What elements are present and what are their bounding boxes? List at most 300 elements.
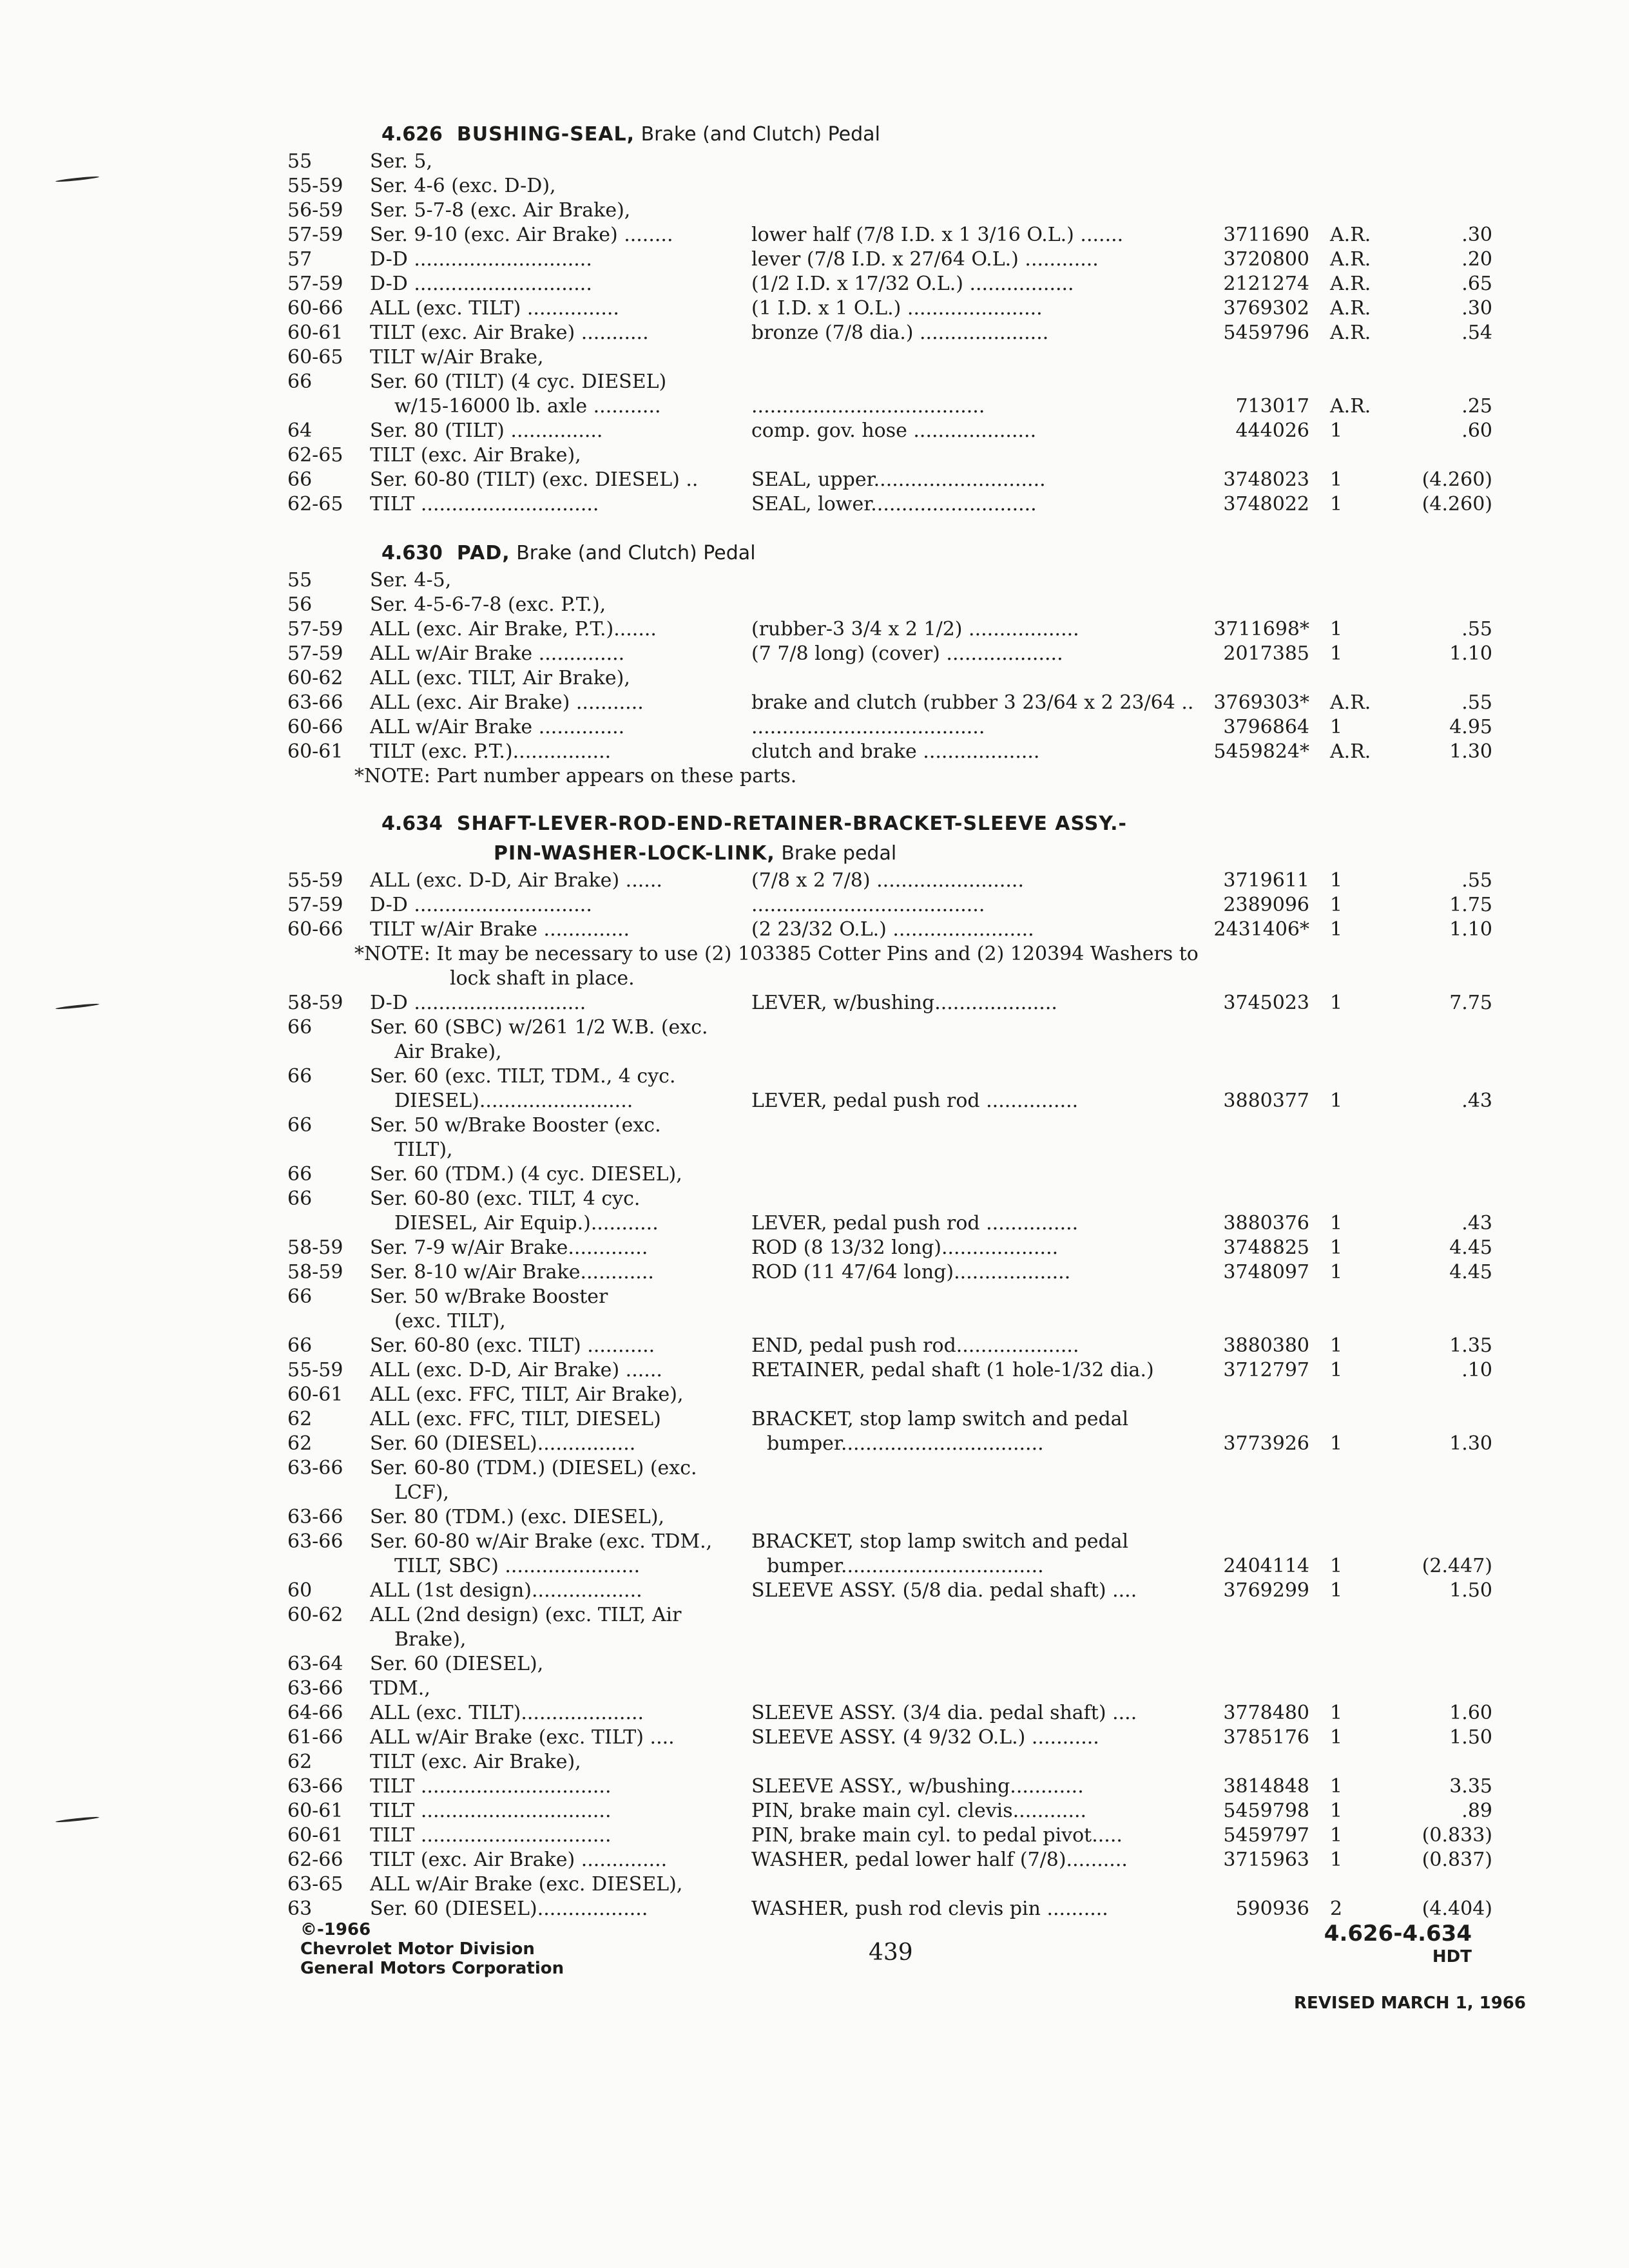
part-description: (2 23/32 O.L.) ....................... bbox=[751, 918, 1034, 941]
application: Ser. 60 (TILT) (4 cyc. DIESEL) bbox=[370, 370, 667, 393]
part-description: LEVER, w/bushing.................... bbox=[751, 992, 1057, 1014]
part-number: 3880377 bbox=[1223, 1090, 1309, 1112]
part-description: (7 7/8 long) (cover) ................... bbox=[751, 642, 1063, 665]
price: 4.45 bbox=[1449, 1261, 1492, 1283]
part-number: 3748022 bbox=[1223, 493, 1309, 515]
quantity: A.R. bbox=[1330, 740, 1371, 763]
application: ALL w/Air Brake (exc. TILT) .... bbox=[370, 1726, 675, 1749]
application: Ser. 60-80 (TILT) (exc. DIESEL) .. bbox=[370, 468, 699, 491]
quantity: 1 bbox=[1330, 1800, 1343, 1822]
model-years: 55 bbox=[287, 150, 313, 173]
model-years: 60-61 bbox=[287, 1383, 343, 1406]
table-row bbox=[287, 1358, 1512, 1383]
quantity: 1 bbox=[1330, 1359, 1343, 1381]
part-number: 5459824* bbox=[1213, 740, 1309, 763]
model-years: 62-66 bbox=[287, 1849, 343, 1871]
table-row bbox=[287, 370, 1512, 394]
section-number: 4.634 bbox=[381, 812, 443, 835]
price: .43 bbox=[1461, 1090, 1492, 1112]
part-description: SLEEVE ASSY. (4 9/32 O.L.) ........... bbox=[751, 1726, 1099, 1749]
table-row bbox=[287, 1897, 1512, 1921]
model-years: 60-66 bbox=[287, 918, 343, 941]
footnote: *NOTE: It may be necessary to use (2) 103385 Cotter Pins and (2) 120394 Washers to bbox=[354, 943, 1199, 965]
price: 4.45 bbox=[1449, 1236, 1492, 1259]
quantity: 1 bbox=[1330, 1702, 1343, 1724]
section-4-630 bbox=[287, 539, 1512, 789]
application: ALL (exc. D-D, Air Brake) ...... bbox=[370, 1359, 662, 1381]
application: Brake), bbox=[394, 1628, 467, 1651]
copyright-block bbox=[300, 1920, 564, 1978]
part-number: 3785176 bbox=[1223, 1726, 1309, 1749]
model-years: 60-61 bbox=[287, 740, 343, 763]
section-heading-continued bbox=[494, 839, 1512, 869]
price: 7.75 bbox=[1449, 992, 1492, 1014]
section-heading bbox=[381, 120, 1512, 149]
application: Ser. 7-9 w/Air Brake............. bbox=[370, 1236, 648, 1259]
quantity: 1 bbox=[1330, 1212, 1343, 1235]
table-row bbox=[287, 1015, 1512, 1040]
model-years: 66 bbox=[287, 1163, 313, 1186]
price: (4.404) bbox=[1422, 1898, 1492, 1920]
price: .20 bbox=[1461, 248, 1492, 271]
part-description: bumper................................. bbox=[767, 1432, 1044, 1455]
section-subtitle: Brake (and Clutch) Pedal bbox=[641, 123, 880, 146]
application: Ser. 4-5, bbox=[370, 569, 452, 591]
application: D-D ............................ bbox=[370, 992, 586, 1014]
price: .55 bbox=[1461, 869, 1492, 892]
section-number: 4.630 bbox=[381, 542, 443, 564]
application: DIESEL, Air Equip.)........... bbox=[394, 1212, 659, 1235]
part-description: SEAL, upper............................ bbox=[751, 468, 1046, 491]
table-row bbox=[287, 691, 1512, 715]
table-row bbox=[287, 1113, 1512, 1138]
application: TILT w/Air Brake .............. bbox=[370, 918, 630, 941]
section-title: PAD, bbox=[456, 542, 510, 564]
parts-table bbox=[287, 568, 1512, 764]
section-title-line2: PIN-WASHER-LOCK-LINK, bbox=[494, 842, 775, 865]
application: Ser. 60 (exc. TILT, TDM., 4 cyc. bbox=[370, 1065, 676, 1088]
part-number: 3748023 bbox=[1223, 468, 1309, 491]
model-years: 61-66 bbox=[287, 1726, 343, 1749]
application: Ser. 60-80 (TDM.) (DIESEL) (exc. bbox=[370, 1457, 697, 1479]
corporation-name: General Motors Corporation bbox=[300, 1959, 564, 1978]
quantity: 1 bbox=[1330, 493, 1343, 515]
model-years: 58-59 bbox=[287, 1236, 343, 1259]
part-number: 5459797 bbox=[1223, 1824, 1309, 1847]
application: TILT (exc. Air Brake), bbox=[370, 444, 581, 466]
quantity: 1 bbox=[1330, 716, 1343, 738]
application: Ser. 80 (TDM.) (exc. DIESEL), bbox=[370, 1506, 665, 1528]
table-row bbox=[287, 443, 1512, 468]
application: ALL w/Air Brake .............. bbox=[370, 716, 625, 738]
part-description: SEAL, lower........................... bbox=[751, 493, 1037, 515]
table-row bbox=[287, 1260, 1512, 1285]
application: Ser. 50 w/Brake Booster (exc. bbox=[370, 1114, 661, 1137]
table-row bbox=[287, 1848, 1512, 1872]
model-years: 57 bbox=[287, 248, 313, 271]
price: 1.10 bbox=[1449, 918, 1492, 941]
application: LCF), bbox=[394, 1481, 449, 1504]
table-row bbox=[287, 1064, 1512, 1089]
part-number: 3814848 bbox=[1223, 1775, 1309, 1798]
part-description: SLEEVE ASSY., w/bushing............ bbox=[751, 1775, 1084, 1798]
application: Ser. 9-10 (exc. Air Brake) ........ bbox=[370, 224, 673, 246]
footnote: *NOTE: Part number appears on these parts. bbox=[354, 765, 797, 787]
model-years: 64 bbox=[287, 419, 313, 442]
copyright: ©-1966 bbox=[300, 1920, 371, 1939]
model-years: 57-59 bbox=[287, 642, 343, 665]
quantity: 2 bbox=[1330, 1898, 1343, 1920]
table-row bbox=[287, 1823, 1512, 1848]
part-description: SLEEVE ASSY. (5/8 dia. pedal shaft) .... bbox=[751, 1579, 1137, 1602]
model-years: 57-59 bbox=[287, 224, 343, 246]
quantity: 1 bbox=[1330, 642, 1343, 665]
table-row bbox=[287, 198, 1512, 223]
section-4-634 bbox=[287, 809, 1512, 1921]
model-years: 66 bbox=[287, 1187, 313, 1210]
application: TILT ............................. bbox=[370, 493, 599, 515]
application: Ser. 4-6 (exc. D-D), bbox=[370, 175, 556, 197]
model-years: 60-61 bbox=[287, 1800, 343, 1822]
table-row bbox=[287, 1407, 1512, 1432]
model-years: 63-66 bbox=[287, 1677, 343, 1700]
application: DIESEL)......................... bbox=[394, 1090, 633, 1112]
part-description: SLEEVE ASSY. (3/4 dia. pedal shaft) .... bbox=[751, 1702, 1137, 1724]
model-years: 60-66 bbox=[287, 297, 343, 320]
table-row bbox=[287, 1799, 1512, 1823]
application: D-D ............................. bbox=[370, 894, 592, 916]
application: Ser. 5-7-8 (exc. Air Brake), bbox=[370, 199, 631, 222]
price: 1.50 bbox=[1449, 1726, 1492, 1749]
table-row bbox=[287, 1530, 1512, 1554]
part-description: WASHER, pedal lower half (7/8).......... bbox=[751, 1849, 1128, 1871]
model-years: 60-61 bbox=[287, 322, 343, 344]
part-number: 3880380 bbox=[1223, 1334, 1309, 1357]
application: Ser. 5, bbox=[370, 150, 433, 173]
part-number: 3719611 bbox=[1223, 869, 1309, 892]
margin-mark bbox=[55, 1816, 99, 1823]
quantity: 1 bbox=[1330, 1579, 1343, 1602]
table-row bbox=[287, 247, 1512, 272]
part-description: (rubber-3 3/4 x 2 1/2) .................. bbox=[751, 618, 1079, 640]
part-description: brake and clutch (rubber 3 23/64 x 2 23/64 .. bbox=[751, 691, 1194, 714]
model-years: 66 bbox=[287, 1065, 313, 1088]
model-years: 57-59 bbox=[287, 273, 343, 295]
price: .30 bbox=[1461, 297, 1492, 320]
table-row bbox=[287, 1628, 1512, 1652]
table-row bbox=[287, 1603, 1512, 1628]
price: 1.50 bbox=[1449, 1579, 1492, 1602]
table-row bbox=[287, 1309, 1512, 1334]
model-years: 55-59 bbox=[287, 1359, 343, 1381]
table-row bbox=[287, 1481, 1512, 1505]
model-years: 56 bbox=[287, 593, 313, 616]
model-years: 66 bbox=[287, 468, 313, 491]
quantity: 1 bbox=[1330, 1824, 1343, 1847]
part-description: WASHER, push rod clevis pin .......... bbox=[751, 1898, 1108, 1920]
parts-table bbox=[287, 149, 1512, 517]
part-description: clutch and brake ................... bbox=[751, 740, 1040, 763]
table-row bbox=[287, 642, 1512, 666]
model-years: 63-65 bbox=[287, 1873, 343, 1896]
price: (4.260) bbox=[1422, 468, 1492, 491]
model-years: 63-66 bbox=[287, 691, 343, 714]
application: TILT (exc. Air Brake) ........... bbox=[370, 322, 649, 344]
price: (0.837) bbox=[1422, 1849, 1492, 1871]
application: TILT ............................... bbox=[370, 1800, 612, 1822]
table-row bbox=[287, 272, 1512, 296]
table-row bbox=[287, 394, 1512, 419]
application: Ser. 8-10 w/Air Brake............ bbox=[370, 1261, 654, 1283]
application: ALL (exc. TILT) ............... bbox=[370, 297, 619, 320]
part-description: PIN, brake main cyl. to pedal pivot..... bbox=[751, 1824, 1123, 1847]
application: (exc. TILT), bbox=[394, 1310, 506, 1332]
parts-table bbox=[287, 991, 1512, 1921]
table-row bbox=[287, 1334, 1512, 1358]
part-number: 5459798 bbox=[1223, 1800, 1309, 1822]
part-description: comp. gov. hose .................... bbox=[751, 419, 1037, 442]
quantity: A.R. bbox=[1330, 395, 1371, 418]
model-years: 66 bbox=[287, 1285, 313, 1308]
table-row bbox=[287, 1701, 1512, 1725]
price: .65 bbox=[1461, 273, 1492, 295]
section-title: SHAFT-LEVER-ROD-END-RETAINER-BRACKET-SLEEVE ASSY.- bbox=[456, 812, 1127, 835]
application: TILT (exc. Air Brake), bbox=[370, 1751, 581, 1773]
part-number: 3720800 bbox=[1223, 248, 1309, 271]
part-description: PIN, brake main cyl. clevis............ bbox=[751, 1800, 1087, 1822]
part-number: 3796864 bbox=[1223, 716, 1309, 738]
part-number: 3712797 bbox=[1223, 1359, 1309, 1381]
section-title: BUSHING-SEAL, bbox=[456, 123, 635, 146]
model-years: 62-65 bbox=[287, 493, 343, 515]
part-number: 2389096 bbox=[1223, 894, 1309, 916]
table-row bbox=[287, 1872, 1512, 1897]
table-row bbox=[287, 918, 1512, 942]
application: ALL w/Air Brake (exc. DIESEL), bbox=[370, 1873, 683, 1896]
table-row bbox=[287, 1579, 1512, 1603]
application: Ser. 60-80 (exc. TILT) ........... bbox=[370, 1334, 655, 1357]
model-years: 62-65 bbox=[287, 444, 343, 466]
part-description: lower half (7/8 I.D. x 1 3/16 O.L.) ....... bbox=[751, 224, 1124, 246]
application: w/15-16000 lb. axle ........... bbox=[394, 395, 661, 418]
part-description: bronze (7/8 dia.) ..................... bbox=[751, 322, 1049, 344]
quantity: 1 bbox=[1330, 992, 1343, 1014]
quantity: 1 bbox=[1330, 918, 1343, 941]
quantity: 1 bbox=[1330, 1261, 1343, 1283]
table-row bbox=[287, 492, 1512, 517]
model-years: 63-66 bbox=[287, 1530, 343, 1553]
part-description: LEVER, pedal push rod ............... bbox=[751, 1090, 1079, 1112]
part-number: 713017 bbox=[1235, 395, 1309, 418]
section-subtitle: Brake (and Clutch) Pedal bbox=[516, 542, 756, 564]
table-row bbox=[287, 149, 1512, 174]
table-row bbox=[287, 468, 1512, 492]
model-years: 66 bbox=[287, 1016, 313, 1039]
model-years: 60 bbox=[287, 1579, 313, 1602]
price: 1.75 bbox=[1449, 894, 1492, 916]
model-years: 63-66 bbox=[287, 1506, 343, 1528]
part-number: 2404114 bbox=[1223, 1555, 1309, 1577]
table-row bbox=[287, 1456, 1512, 1481]
model-years: 60-65 bbox=[287, 346, 343, 369]
price: .25 bbox=[1461, 395, 1492, 418]
parts-table bbox=[287, 869, 1512, 942]
table-row bbox=[287, 991, 1512, 1015]
part-number: 3778480 bbox=[1223, 1702, 1309, 1724]
application: Ser. 60 (SBC) w/261 1/2 W.B. (exc. bbox=[370, 1016, 708, 1039]
price: .54 bbox=[1461, 322, 1492, 344]
application: ALL (exc. TILT).................... bbox=[370, 1702, 644, 1724]
part-description: ...................................... bbox=[751, 395, 985, 418]
model-years: 66 bbox=[287, 370, 313, 393]
part-description: bumper................................. bbox=[767, 1555, 1044, 1577]
model-years: 58-59 bbox=[287, 992, 343, 1014]
section-heading bbox=[381, 809, 1512, 839]
quantity: 1 bbox=[1330, 1334, 1343, 1357]
division-name: Chevrolet Motor Division bbox=[300, 1939, 535, 1959]
part-description: END, pedal push rod.................... bbox=[751, 1334, 1079, 1357]
model-years: 62 bbox=[287, 1751, 313, 1773]
table-row bbox=[287, 1774, 1512, 1799]
part-number: 3745023 bbox=[1223, 992, 1309, 1014]
price: .10 bbox=[1461, 1359, 1492, 1381]
table-row bbox=[287, 1750, 1512, 1774]
part-number: 3769303* bbox=[1213, 691, 1309, 714]
quantity: 1 bbox=[1330, 1432, 1343, 1455]
price: .89 bbox=[1461, 1800, 1492, 1822]
part-number: 3773926 bbox=[1223, 1432, 1309, 1455]
model-years: 56-59 bbox=[287, 199, 343, 222]
part-number: 3880376 bbox=[1223, 1212, 1309, 1235]
quantity: 1 bbox=[1330, 1090, 1343, 1112]
table-row bbox=[287, 568, 1512, 593]
quantity: 1 bbox=[1330, 468, 1343, 491]
price: (0.833) bbox=[1422, 1824, 1492, 1847]
section-4-626 bbox=[287, 120, 1512, 517]
table-row bbox=[287, 666, 1512, 691]
part-number: 2431406* bbox=[1213, 918, 1309, 941]
table-row bbox=[287, 1677, 1512, 1701]
application: TILT ............................... bbox=[370, 1824, 612, 1847]
model-years: 66 bbox=[287, 1114, 313, 1137]
price: .30 bbox=[1461, 224, 1492, 246]
part-number: 3769299 bbox=[1223, 1579, 1309, 1602]
application: ALL w/Air Brake .............. bbox=[370, 642, 625, 665]
part-number: 590936 bbox=[1235, 1898, 1309, 1920]
price: (4.260) bbox=[1422, 493, 1492, 515]
application: Air Brake), bbox=[394, 1041, 502, 1063]
quantity: 1 bbox=[1330, 869, 1343, 892]
footnote-continued: lock shaft in place. bbox=[450, 967, 635, 990]
table-row bbox=[287, 1040, 1512, 1064]
section-range: 4.626-4.634 bbox=[1324, 1921, 1472, 1946]
model-years: 57-59 bbox=[287, 618, 343, 640]
quantity: 1 bbox=[1330, 419, 1343, 442]
model-years: 66 bbox=[287, 1334, 313, 1357]
price: 3.35 bbox=[1449, 1775, 1492, 1798]
application: Ser. 60-80 (exc. TILT, 4 cyc. bbox=[370, 1187, 641, 1210]
model-years: 63 bbox=[287, 1898, 313, 1920]
table-row bbox=[287, 1554, 1512, 1579]
catalog-code: HDT bbox=[1432, 1947, 1472, 1966]
table-row bbox=[287, 174, 1512, 198]
table-row bbox=[287, 1432, 1512, 1456]
margin-mark bbox=[55, 1003, 99, 1010]
model-years: 60-62 bbox=[287, 667, 343, 689]
quantity: A.R. bbox=[1330, 322, 1371, 344]
part-description: (1/2 I.D. x 17/32 O.L.) ................. bbox=[751, 273, 1074, 295]
part-description: ROD (11 47/64 long)................... bbox=[751, 1261, 1071, 1283]
quantity: 1 bbox=[1330, 1555, 1343, 1577]
part-description: ...................................... bbox=[751, 894, 985, 916]
model-years: 63-64 bbox=[287, 1653, 343, 1675]
application: Ser. 60 (TDM.) (4 cyc. DIESEL), bbox=[370, 1163, 682, 1186]
quantity: 1 bbox=[1330, 1775, 1343, 1798]
table-row bbox=[287, 1162, 1512, 1187]
price: .60 bbox=[1461, 419, 1492, 442]
table-row bbox=[287, 715, 1512, 740]
application: Ser. 60-80 w/Air Brake (exc. TDM., bbox=[370, 1530, 713, 1553]
table-row bbox=[287, 296, 1512, 321]
part-description: BRACKET, stop lamp switch and pedal bbox=[751, 1408, 1129, 1430]
table-row bbox=[287, 419, 1512, 443]
section-range-block bbox=[1324, 1920, 1472, 1966]
model-years: 63-66 bbox=[287, 1775, 343, 1798]
application: ALL (2nd design) (exc. TILT, Air bbox=[370, 1604, 682, 1626]
application: Ser. 60 (DIESEL), bbox=[370, 1653, 544, 1675]
section-subtitle: Brake pedal bbox=[781, 842, 897, 865]
part-number: 3748097 bbox=[1223, 1261, 1309, 1283]
price: .43 bbox=[1461, 1212, 1492, 1235]
application: Ser. 80 (TILT) ............... bbox=[370, 419, 603, 442]
table-row bbox=[287, 1211, 1512, 1236]
quantity: 1 bbox=[1330, 894, 1343, 916]
table-row bbox=[287, 740, 1512, 764]
application: ALL (exc. Air Brake) ........... bbox=[370, 691, 644, 714]
model-years: 64-66 bbox=[287, 1702, 343, 1724]
section-heading bbox=[381, 539, 1512, 568]
application: ALL (exc. D-D, Air Brake) ...... bbox=[370, 869, 662, 892]
application: D-D ............................. bbox=[370, 248, 592, 271]
table-row bbox=[287, 1089, 1512, 1113]
part-number: 3711690 bbox=[1223, 224, 1309, 246]
model-years: 62 bbox=[287, 1432, 313, 1455]
table-row bbox=[287, 869, 1512, 893]
quantity: A.R. bbox=[1330, 224, 1371, 246]
application: TILT (exc. P.T.)................ bbox=[370, 740, 612, 763]
table-row bbox=[287, 345, 1512, 370]
price: 1.10 bbox=[1449, 642, 1492, 665]
part-description: lever (7/8 I.D. x 27/64 O.L.) ............ bbox=[751, 248, 1099, 271]
model-years: 63-66 bbox=[287, 1457, 343, 1479]
revised-date: REVISED MARCH 1, 1966 bbox=[1294, 1994, 1526, 2013]
part-number: 3711698* bbox=[1213, 618, 1309, 640]
part-number: 2121274 bbox=[1223, 273, 1309, 295]
price: (2.447) bbox=[1422, 1555, 1492, 1577]
part-number: 3769302 bbox=[1223, 297, 1309, 320]
model-years: 55 bbox=[287, 569, 313, 591]
application: TILT ............................... bbox=[370, 1775, 612, 1798]
part-description: LEVER, pedal push rod ............... bbox=[751, 1212, 1079, 1235]
quantity: 1 bbox=[1330, 1236, 1343, 1259]
table-row bbox=[287, 893, 1512, 918]
application: ALL (exc. FFC, TILT, DIESEL) bbox=[370, 1408, 661, 1430]
margin-mark bbox=[55, 175, 99, 182]
part-number: 5459796 bbox=[1223, 322, 1309, 344]
application: ALL (exc. FFC, TILT, Air Brake), bbox=[370, 1383, 684, 1406]
model-years: 57-59 bbox=[287, 894, 343, 916]
application: Ser. 60 (DIESEL).................. bbox=[370, 1898, 648, 1920]
